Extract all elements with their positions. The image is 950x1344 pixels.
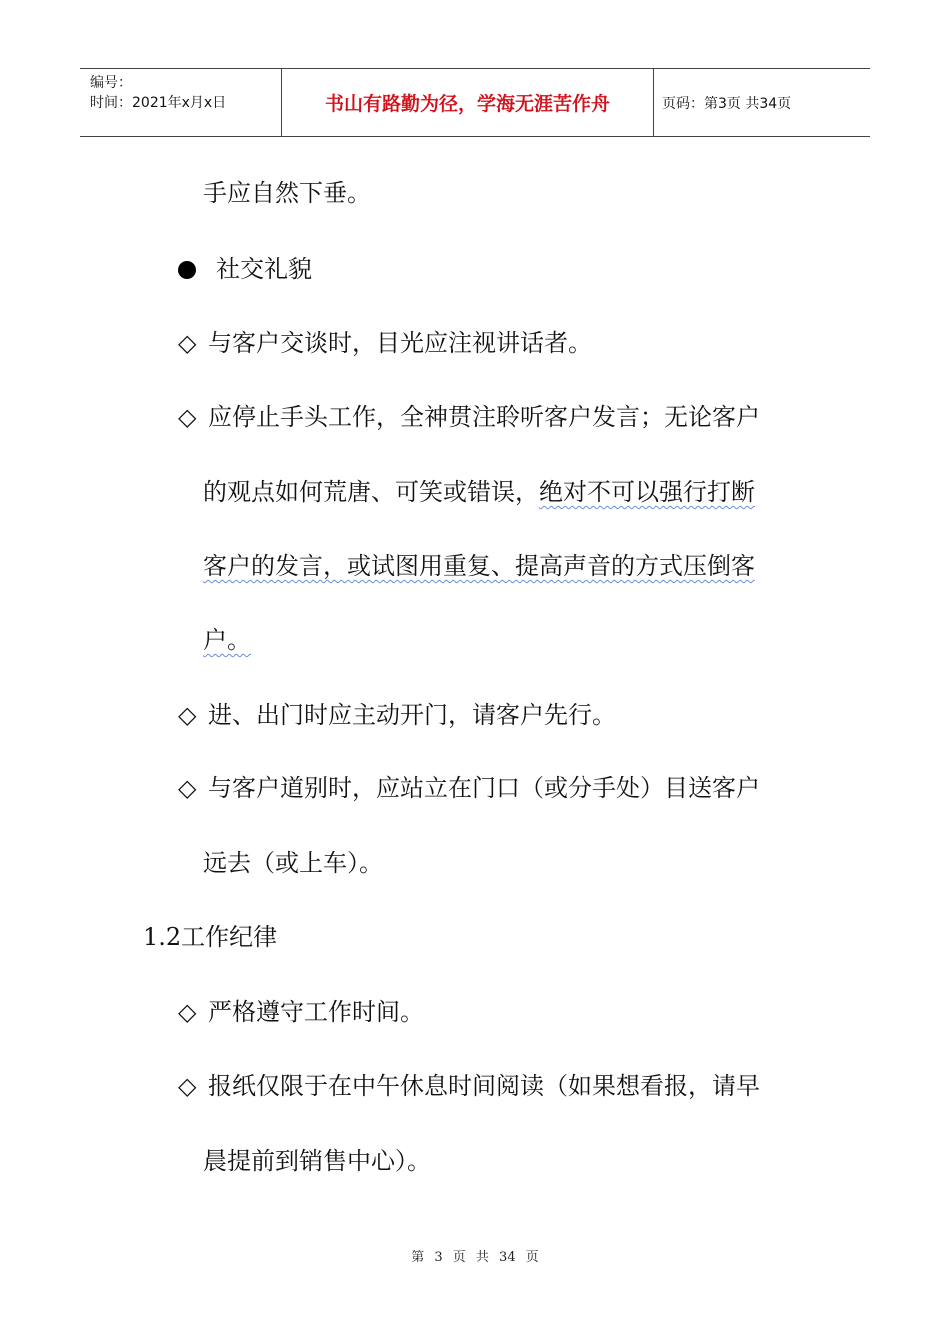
diamond-icon: ◇ — [178, 774, 197, 802]
list-item — [178, 402, 760, 432]
list-item-text: 严格遵守工作时间。 — [208, 998, 424, 1026]
section-heading: 社交礼貌 — [216, 255, 312, 283]
diamond-icon: ◇ — [178, 701, 197, 729]
text-line: 晨提前到销售中心）。 — [203, 1147, 431, 1175]
list-item-text: 与客户道别时，应站立在门口（或分手处）目送客户 — [208, 774, 760, 802]
list-item — [178, 700, 616, 730]
section-heading: 1.2工作纪律 — [143, 923, 278, 951]
diamond-icon: ◇ — [178, 329, 197, 357]
list-item-text: 报纸仅限于在中午休息时间阅读（如果想看报，请早 — [208, 1072, 760, 1100]
diamond-icon: ◇ — [178, 998, 197, 1026]
header-motto: 书山有路勤为径，学海无涯苦作舟 — [282, 69, 654, 136]
page-footer: 第 3 页 共 34 页 — [411, 1250, 539, 1265]
list-item — [178, 1071, 760, 1101]
bullet-dot-icon — [178, 261, 196, 279]
grammar-marked-text: 户。 — [203, 626, 251, 654]
diamond-icon: ◇ — [178, 1072, 197, 1100]
list-item — [178, 328, 592, 358]
grammar-marked-text: 客户的发言，或试图用重复、提高声音的方式压倒客 — [203, 552, 755, 580]
text-line: 手应自然下垂。 — [203, 179, 371, 207]
list-item — [178, 773, 760, 803]
diamond-icon: ◇ — [178, 403, 197, 431]
header-meta — [80, 69, 282, 136]
list-item-text: 应停止手头工作，全神贯注聆听客户发言；无论客户 — [208, 403, 760, 431]
section-bullet — [178, 254, 312, 284]
page-header — [80, 68, 870, 137]
list-item — [178, 997, 424, 1027]
grammar-marked-text: 绝对不可以强行打断 — [539, 478, 755, 506]
document-time-label: 时间：2021年x月x日 — [90, 95, 227, 111]
text-span: 的观点如何荒唐、可笑或错误， — [203, 478, 539, 506]
header-page-number: 页码：第3页 共34页 — [662, 95, 792, 112]
document-number-label: 编号： — [90, 75, 132, 91]
list-item-text: 与客户交谈时，目光应注视讲话者。 — [208, 329, 592, 357]
text-line — [203, 477, 755, 507]
list-item-text: 进、出门时应主动开门，请客户先行。 — [208, 701, 616, 729]
text-line: 远去（或上车）。 — [203, 849, 383, 877]
